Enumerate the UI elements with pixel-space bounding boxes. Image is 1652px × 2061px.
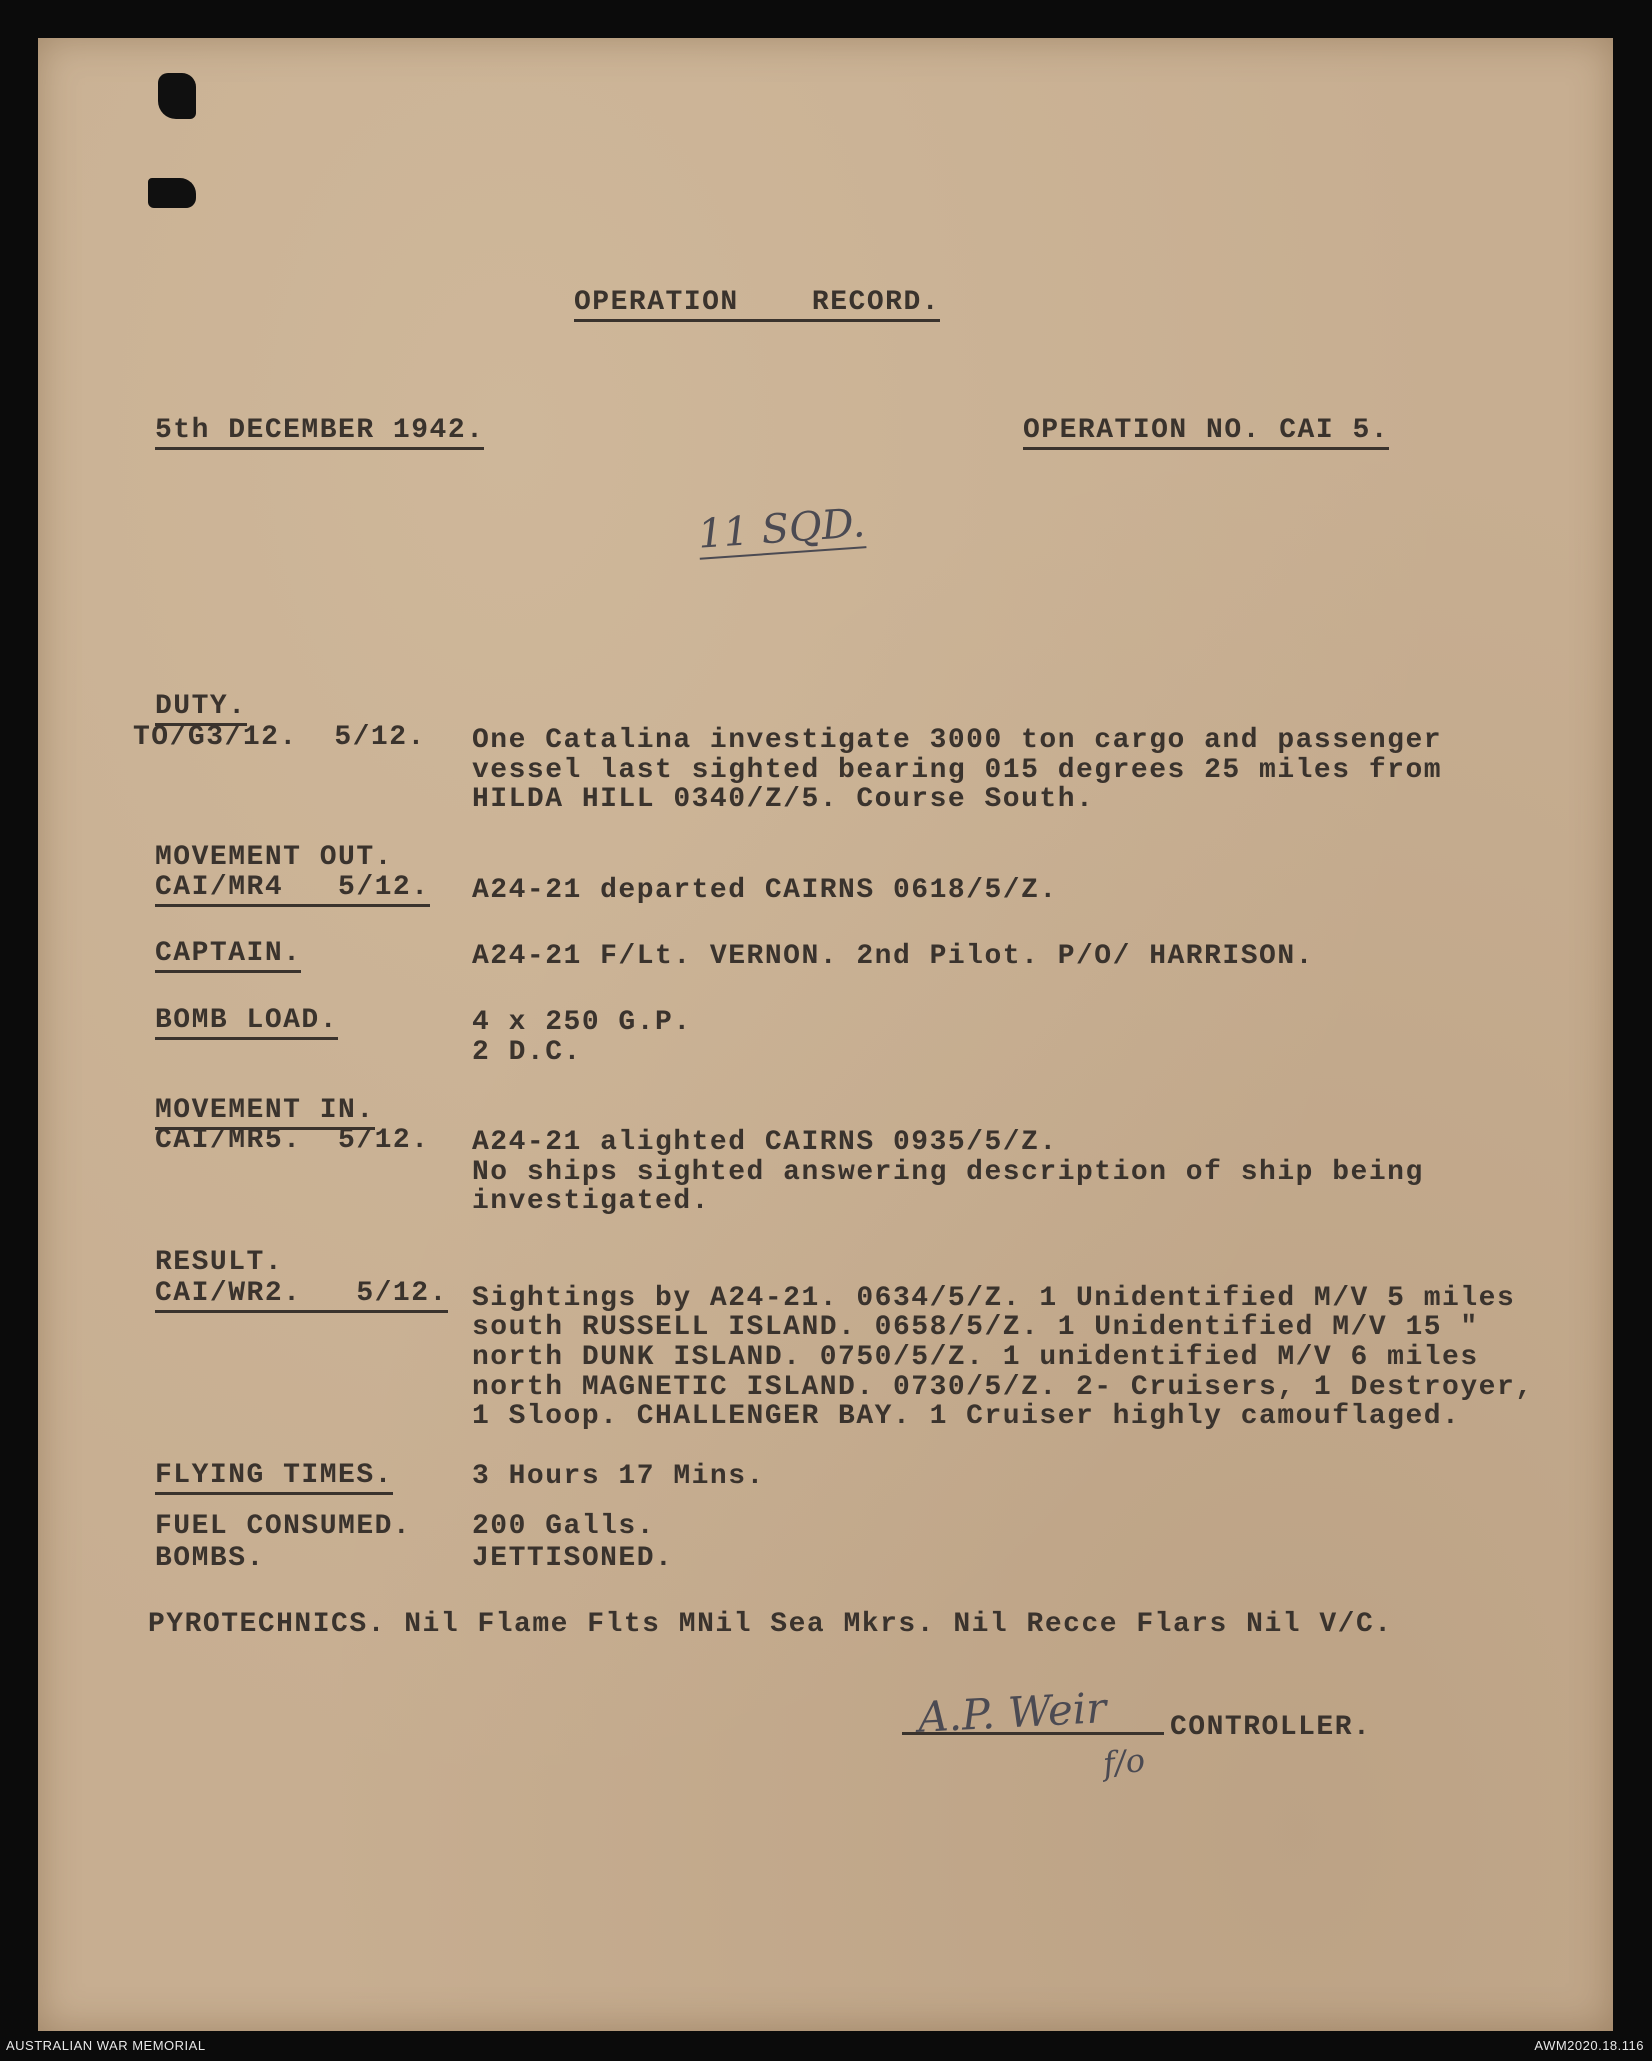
result-line-4: north MAGNETIC ISLAND. 0730/5/Z. 2- Cruisers, 1 Destroyer, xyxy=(472,1372,1534,1403)
bomb-load-line-1: 4 x 250 G.P. xyxy=(472,1007,692,1038)
flying-times-text: 3 Hours 17 Mins. xyxy=(472,1461,765,1492)
operation-number: OPERATION NO. CAI 5. xyxy=(1023,416,1389,450)
fuel-text: 200 Galls. xyxy=(472,1511,656,1542)
controller-signature: A.P. Weir xyxy=(916,1683,1108,1742)
movement-out-reference: CAI/MR4 5/12. xyxy=(155,873,430,907)
bomb-load-heading: BOMB LOAD. xyxy=(155,1006,338,1040)
result-line-2: south RUSSELL ISLAND. 0658/5/Z. 1 Unidentified M/V 15 " xyxy=(472,1312,1479,1343)
movement-out-heading: MOVEMENT OUT. xyxy=(155,842,393,873)
document-title: OPERATION RECORD. xyxy=(574,288,940,322)
bombs-text: JETTISONED. xyxy=(472,1543,674,1574)
fuel-heading: FUEL CONSUMED. xyxy=(155,1511,412,1542)
squadron-handwritten-note: 11 SQD. xyxy=(696,500,867,558)
result-heading: RESULT. xyxy=(155,1247,284,1278)
punch-hole-top xyxy=(158,73,196,119)
punch-hole-bottom xyxy=(148,178,196,208)
duty-heading: DUTY. xyxy=(155,692,247,726)
signature-suffix: f/o xyxy=(1101,1740,1147,1784)
record-date: 5th DECEMBER 1942. xyxy=(155,416,484,450)
duty-line-1: One Catalina investigate 3000 ton cargo and passenger xyxy=(472,725,1443,756)
duty-line-2: vessel last sighted bearing 015 degrees 25 miles from xyxy=(472,755,1443,786)
controller-label: CONTROLLER. xyxy=(1170,1712,1372,1743)
result-line-3: north DUNK ISLAND. 0750/5/Z. 1 unidentified M/V 6 miles xyxy=(472,1342,1479,1373)
result-line-1: Sightings by A24-21. 0634/5/Z. 1 Unidentified M/V 5 miles xyxy=(472,1283,1516,1314)
movement-out-text: A24-21 departed CAIRNS 0618/5/Z. xyxy=(472,875,1058,906)
movement-in-line-3: investigated. xyxy=(472,1186,710,1217)
duty-line-3: HILDA HILL 0340/Z/5. Course South. xyxy=(472,784,1095,815)
result-line-5: 1 Sloop. CHALLENGER BAY. 1 Cruiser highly camouflaged. xyxy=(472,1401,1461,1432)
archive-footer-right: AWM2020.18.116 xyxy=(1534,2038,1644,2053)
duty-reference: TO/G3/12. 5/12. xyxy=(133,722,426,753)
movement-in-line-1: A24-21 alighted CAIRNS 0935/5/Z. xyxy=(472,1127,1058,1158)
result-reference: CAI/WR2. 5/12. xyxy=(155,1279,448,1313)
document-sheet xyxy=(38,38,1613,2031)
movement-in-line-2: No ships sighted answering description of ship being xyxy=(472,1157,1424,1188)
captain-text: A24-21 F/Lt. VERNON. 2nd Pilot. P/O/ HARRISON. xyxy=(472,941,1314,972)
bombs-heading: BOMBS. xyxy=(155,1543,265,1574)
pyrotechnics-line: PYROTECHNICS. Nil Flame Flts MNil Sea Mkrs. Nil Recce Flars Nil V/C. xyxy=(148,1609,1393,1640)
captain-heading: CAPTAIN. xyxy=(155,939,301,973)
movement-in-heading: MOVEMENT IN. xyxy=(155,1096,375,1130)
bomb-load-line-2: 2 D.C. xyxy=(472,1037,582,1068)
movement-in-reference: CAI/MR5. 5/12. xyxy=(155,1125,430,1156)
archive-footer-left: AUSTRALIAN WAR MEMORIAL xyxy=(6,2038,206,2053)
flying-times-heading: FLYING TIMES. xyxy=(155,1461,393,1495)
